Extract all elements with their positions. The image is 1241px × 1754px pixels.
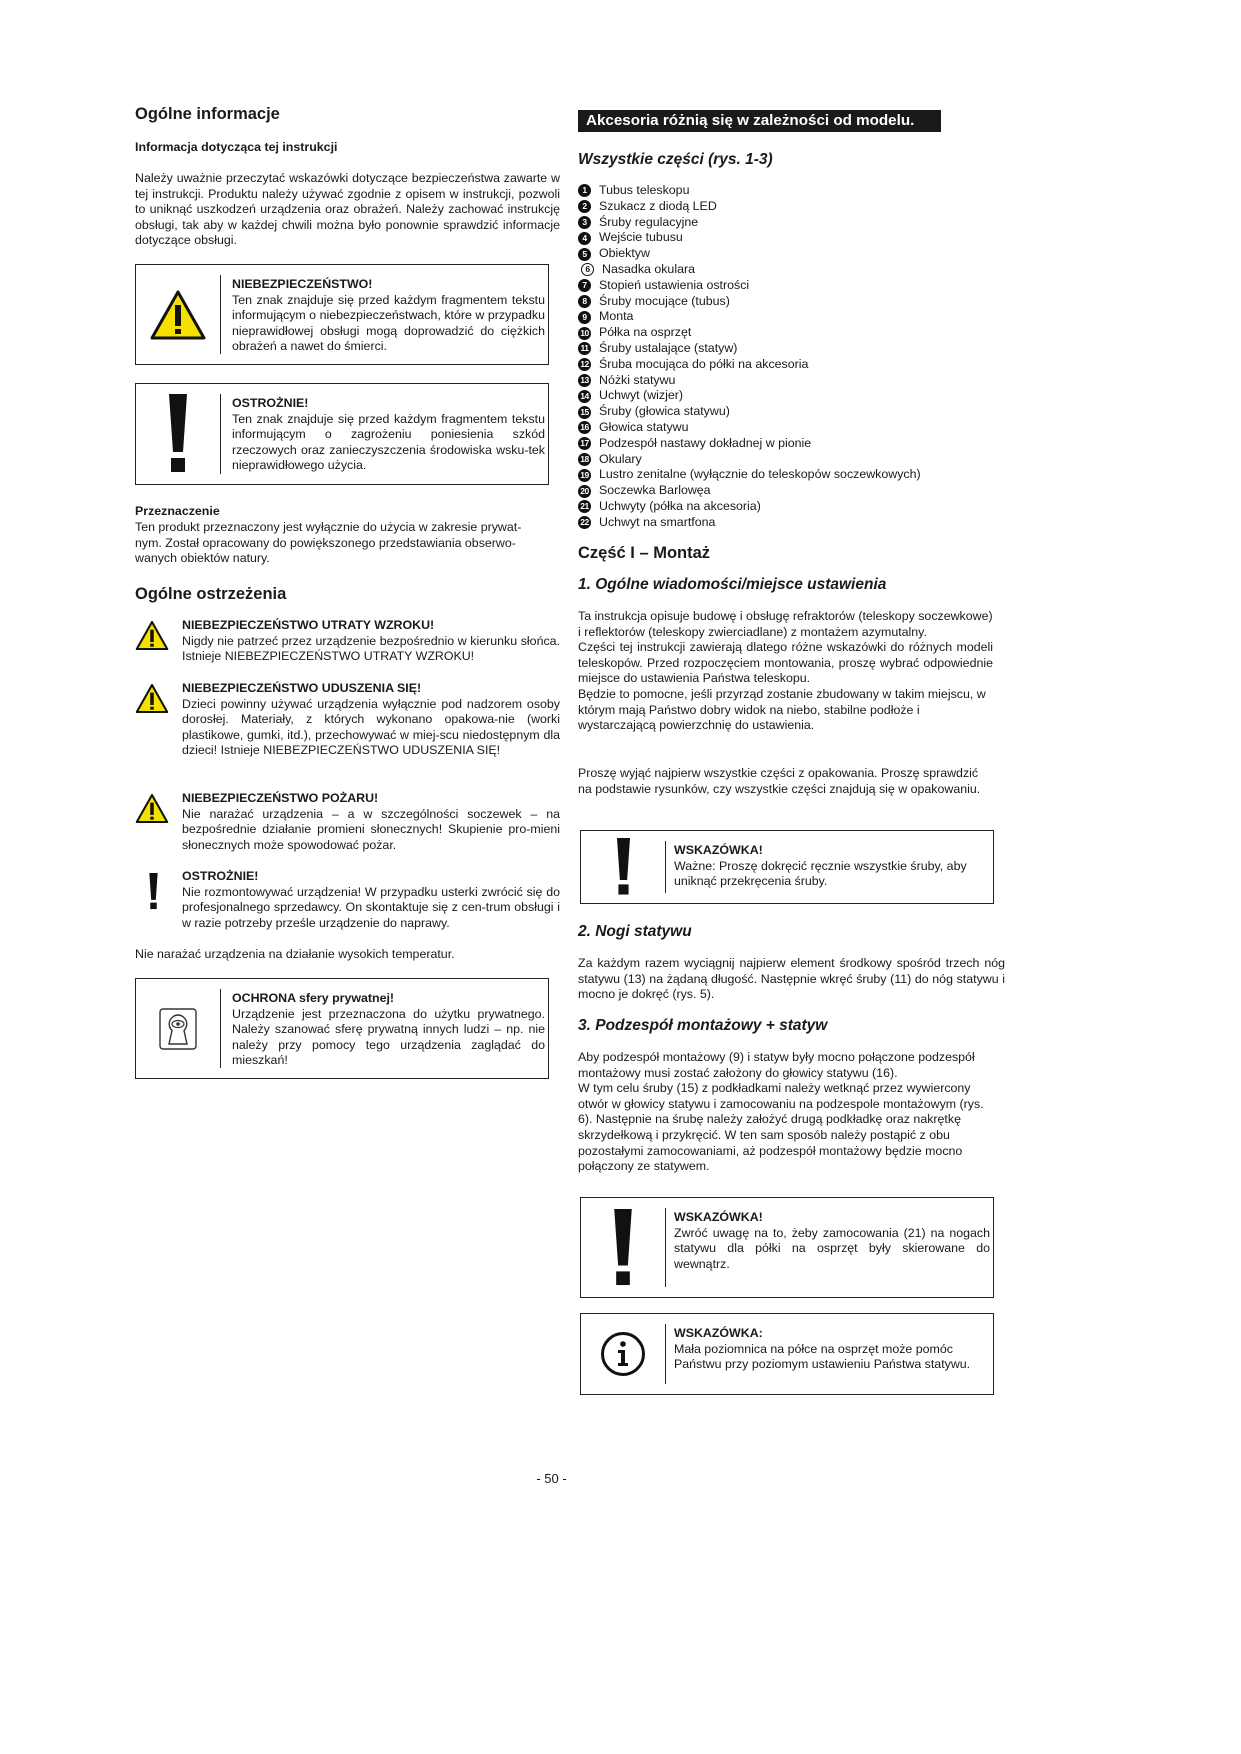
warning-triangle-icon — [135, 620, 169, 656]
part-number-badge: 7 — [578, 279, 591, 292]
part-item — [578, 309, 921, 325]
part-number-badge: 3 — [578, 216, 591, 229]
exclamation-icon — [148, 873, 159, 915]
part-item — [578, 373, 921, 389]
part-number-badge: 11 — [578, 342, 591, 355]
part-number-badge: 2 — [578, 200, 591, 213]
part-item — [578, 183, 921, 199]
part-number-badge: 20 — [578, 485, 591, 498]
part-label: Śruby regulacyjne — [599, 214, 699, 229]
part-item — [578, 499, 921, 515]
warning-vision-title: NIEBEZPIECZEŃSTWO UTRATY WZROKU! — [182, 618, 435, 632]
part-item — [578, 294, 921, 310]
warning-vision-loss — [135, 618, 560, 666]
keyhole-eye-icon — [136, 979, 220, 1078]
part-item — [578, 262, 921, 278]
section-1-text — [578, 609, 993, 734]
tip3-title: WSKAZÓWKA: — [674, 1326, 763, 1340]
paragraph-s3b: W tym celu śruby (15) z podkładkami należy wetknąć przez wywiercony otwór w głowicy statywu i zamocowaniu na podzespole montażowym (rys. 6). Następnie na śrubę należy założyć drugą podkładkę oraz nakrętkę skrzydełkową i przykręcić. W ten sam sposób należy postąpić z obu pozostałymi zamocowaniami, aż podzespół montażowy będzie mocno połączony ze statywem. — [578, 1081, 984, 1174]
heading-section-1: 1. Ogólne wiadomości/miejsce ustawienia — [578, 576, 887, 593]
part-label: Stopień ustawienia ostrości — [599, 277, 750, 292]
part-label: Wejście tubusu — [599, 230, 683, 245]
part-item — [578, 420, 921, 436]
part-item — [578, 483, 921, 499]
warning-caution-text: Nie rozmontowywać urządzenia! W przypadku usterki zwrócić się do profesjonalnego sprzedawcy. On skontaktuje się z cen-trum obsługi i w razie potrzeby prześle urządzenie do naprawy. — [182, 884, 560, 930]
exclamation-icon — [581, 831, 665, 903]
part-number-badge: 5 — [578, 248, 591, 261]
part-label: Szukacz z diodą LED — [599, 198, 717, 213]
part-label: Podzespół nastawy dokładnej w pionie — [599, 435, 812, 450]
heading-section-2: 2. Nogi statywu — [578, 923, 692, 940]
part-label: Śruby ustalające (statyw) — [599, 341, 738, 356]
paragraph-s1c: Będzie to pomocne, jeśli przyrząd zostanie zbudowany w takim miejscu, w którym mają Państwo dobry widok na niebo, stabilne podłoże i wystarczającą powierzchnię do ustawienia. — [578, 686, 986, 733]
part-label: Śruba mocująca do półki na akcesoria — [599, 356, 809, 371]
warning-fire-title: NIEBEZPIECZEŃSTWO POŻARU! — [182, 791, 379, 805]
warning-triangle-icon — [136, 265, 220, 364]
part-number-badge: 14 — [578, 390, 591, 403]
part-item — [578, 215, 921, 231]
part-number-badge: 15 — [578, 406, 591, 419]
heading-all-parts: Wszystkie części (rys. 1-3) — [578, 151, 773, 168]
part-number-badge: 9 — [578, 311, 591, 324]
tip-box-2 — [580, 1197, 994, 1298]
warning-triangle-icon — [135, 793, 169, 829]
part-number-badge: 17 — [578, 437, 591, 450]
paragraph-s3a: Aby podzespół montażowy (9) i statyw były mocno połączone podzespół montażowy musi zostać założony do głowicy statywu (16). — [578, 1050, 975, 1080]
heading-section-3: 3. Podzespół montażowy + statyw — [578, 1017, 828, 1034]
part-label: Półka na osprzęt — [599, 325, 692, 340]
paragraph-s1b: Części tej instrukcji zawierają dlatego różne wskazówki do różnych modeli teleskopów. Przed rozpoczęciem montowania, proszę wybrać odpowiednie miejsce do ustawienia Państwa teleskopu. — [578, 640, 993, 686]
part-item — [578, 246, 921, 262]
part-number-badge: 22 — [578, 516, 591, 529]
warning-suffocation — [135, 681, 560, 775]
exclamation-icon — [136, 384, 220, 484]
paragraph-about-manual: Należy uważnie przeczytać wskazówki dotyczące bezpieczeństwa zawarte w tej instrukcji. Produktu należy używać zgodnie z opisem w instrukcji, pozwoli to uniknąć uszkodzeń urządzenia oraz obrażeń. Należy zachować instrukcję obsługi, tak aby w każdej chwili można było ponownie sprawdzić informacje dotyczące obsługi. — [135, 171, 560, 248]
part-number-badge: 12 — [578, 358, 591, 371]
privacy-notice-box — [135, 978, 549, 1079]
part-number-badge: 16 — [578, 421, 591, 434]
part-number-badge: 13 — [578, 374, 591, 387]
part-item — [578, 452, 921, 468]
section-3-text — [578, 1050, 995, 1175]
part-label: Głowica statywu — [599, 420, 689, 435]
part-label: Uchwyt na smartfona — [599, 514, 716, 529]
part-label: Nóżki statywu — [599, 372, 676, 387]
info-icon — [581, 1314, 665, 1394]
paragraph-heat-warning: Nie narażać urządzenia na działanie wysokich temperatur. — [135, 947, 455, 961]
part-number-badge: 6 — [581, 263, 594, 276]
part-label: Uchwyt (wizjer) — [599, 388, 683, 403]
danger-notice-box — [135, 264, 549, 365]
tip2-text: Zwróć uwagę na to, żeby zamocowania (21) na nogach statywu dla półki na osprzęt były skierowane do wewnątrz. — [674, 1225, 990, 1271]
heading-general-warnings: Ogólne ostrzeżenia — [135, 585, 287, 603]
part-number-badge: 21 — [578, 500, 591, 513]
part-item — [578, 341, 921, 357]
part-item — [578, 467, 921, 483]
tip3-text: Mała poziomnica na półce na osprzęt może pomóc Państwu przy poziomym ustawieniu Państwa statywu. — [674, 1341, 971, 1372]
part-label: Tubus teleskopu — [599, 183, 690, 198]
part-item — [578, 230, 921, 246]
part-label: Obiektyw — [599, 246, 650, 261]
part-item — [578, 436, 921, 452]
warning-caution-disassembly — [135, 869, 560, 932]
warning-vision-text: Nigdy nie patrzeć przez urządzenie bezpośrednio w kierunku słońca. Istnieje NIEBEZPIECZEŃSTWO UTRATY WZROKU! — [182, 633, 560, 664]
danger-text: Ten znak znajduje się przed każdym fragmentem tekstu informującym o niebezpieczeństwach, które w przypadku nieprawidłowej obsługi mogą doprowadzić do ciężkich obrażeń a nawet do śmierci. — [232, 292, 545, 354]
warning-caution-title: OSTROŻNIE! — [182, 869, 259, 883]
page-number: - 50 - — [536, 1471, 567, 1486]
part-number-badge: 18 — [578, 453, 591, 466]
paragraph-s2: Za każdym razem wyciągnij najpierw element środkowy spośród trzech nóg statywu (13) na żądaną długość. Następnie wkręć śruby (11) do nóg statywu i mocno je dokręć (rys. 5). — [578, 956, 1005, 1002]
caution-text: Ten znak znajduje się przed każdym fragmentem tekstu informującym o zagrożeniu poniesienia szkód rzeczowych oraz zanieczyszczenia środowiska wsku-tek nieprawidłowego użycia. — [232, 411, 545, 473]
tip2-title: WSKAZÓWKA! — [674, 1210, 763, 1224]
tip-box-1 — [580, 830, 994, 904]
part-item — [578, 404, 921, 420]
part-label: Lustro zenitalne (wyłącznie do teleskopów soczewkowych) — [599, 467, 921, 482]
warning-triangle-icon — [135, 683, 169, 719]
subheading-purpose: Przeznaczenie — [135, 504, 220, 518]
part-number-badge: 1 — [578, 184, 591, 197]
paragraph-s1a: Ta instrukcja opisuje budowę i obsługę refraktorów (teleskopy soczewkowe) i reflektorów (teleskopy zwierciadlane) z montażem azymutalny. — [578, 609, 993, 639]
paragraph-s1d: Proszę wyjąć najpierw wszystkie części z opakowania. Proszę sprawdzić na podstawie rysunków, czy wszystkie części znajdują się w opakowaniu. — [578, 766, 981, 796]
part-item — [578, 357, 921, 373]
caution-title: OSTROŻNIE! — [232, 396, 309, 410]
part-item — [578, 278, 921, 294]
part-item — [578, 325, 921, 341]
subheading-about-manual: Informacja dotycząca tej instrukcji — [135, 140, 338, 154]
part-label: Soczewka Barlowęa — [599, 483, 711, 498]
part-item — [578, 199, 921, 215]
heading-general-info: Ogólne informacje — [135, 105, 280, 123]
parts-list — [578, 183, 921, 531]
part-label: Uchwyty (półka na akcesoria) — [599, 499, 761, 514]
part-number-badge: 8 — [578, 295, 591, 308]
heading-part-assembly: Część I – Montaż — [578, 544, 711, 562]
warning-suffocation-text: Dzieci powinny używać urządzenia wyłącznie pod nadzorem osoby dorosłej. Materiały, z których wykonano opakowa-nie (worki plastikowe, gumki, itd.), przechowywać w miej-scu niedostępnym dla dzieci! Istnieje NIEBEZPIECZEŃSTWO UDUSZENIA SIĘ! — [182, 696, 560, 758]
tip-box-3 — [580, 1313, 994, 1395]
exclamation-icon — [581, 1198, 665, 1297]
part-number-badge: 19 — [578, 469, 591, 482]
accessories-banner: Akcesoria różnią się w zależności od modelu. — [578, 110, 941, 132]
part-number-badge: 10 — [578, 327, 591, 340]
warning-fire-text: Nie narażać urządzenia – a w szczególności soczewek – na bezpośrednie działanie promieni słonecznych! Skupienie pro-mieni słonecznych może spowodować pożar. — [182, 806, 560, 852]
privacy-text: Urządzenie jest przeznaczona do użytku prywatnego. Należy szanować sferę prywatną innych ludzi – np. nie należy przy pomocy tego urządzenia zaglądać do mieszkań! — [232, 1006, 545, 1068]
part-label: Śruby mocujące (tubus) — [599, 293, 730, 308]
part-item — [578, 388, 921, 404]
part-label: Monta — [599, 309, 634, 324]
warning-suffocation-title: NIEBEZPIECZEŃSTWO UDUSZENIA SIĘ! — [182, 681, 422, 695]
paragraph-purpose: Ten produkt przeznaczony jest wyłącznie do użycia w zakresie prywat-nym. Został opracowany do powiększonego przedstawiania obserwo-wanych obiektów natury. — [135, 520, 522, 566]
warning-fire — [135, 791, 560, 854]
caution-notice-box — [135, 383, 549, 485]
part-item — [578, 515, 921, 531]
tip1-title: WSKAZÓWKA! — [674, 843, 763, 857]
danger-title: NIEBEZPIECZEŃSTWO! — [232, 277, 373, 291]
tip1-text: Ważne: Proszę dokręcić ręcznie wszystkie śruby, aby uniknąć przekręcenia śruby. — [674, 858, 967, 889]
privacy-title: OCHRONA sfery prywatnej! — [232, 991, 395, 1005]
part-label: Okulary — [599, 451, 642, 466]
part-number-badge: 4 — [578, 232, 591, 245]
part-label: Śruby (głowica statywu) — [599, 404, 730, 419]
part-label: Nasadka okulara — [602, 262, 695, 277]
